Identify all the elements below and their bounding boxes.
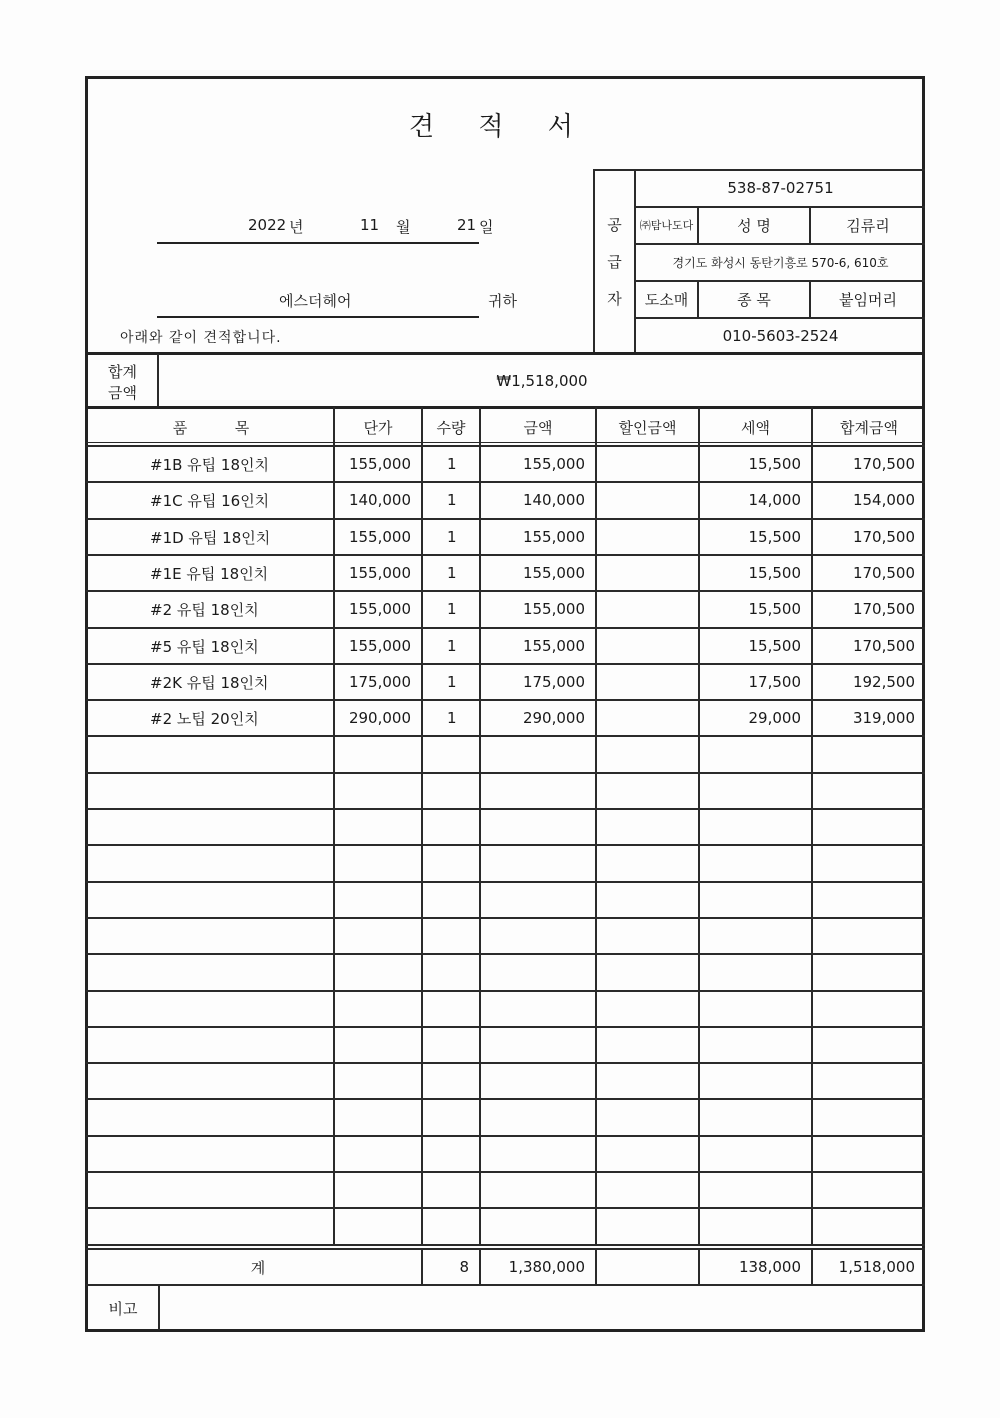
row-tax: 29,000 [748,709,801,727]
row-quantity: 1 [447,491,457,509]
business-type: 도소매 [644,290,689,309]
date-year-unit: 년 [289,218,304,236]
row-divider [86,699,925,701]
summary-column-divider [421,1248,423,1284]
row-divider [86,735,925,737]
row-amount: 155,000 [522,564,585,582]
total-label-line1: 합계 [108,362,137,381]
row-divider [86,554,925,556]
row-quantity: 1 [447,709,457,727]
column-divider [698,407,700,1244]
row-amount: 290,000 [522,709,585,727]
remarks-value [162,1286,922,1330]
representative-name: 김류리 [846,216,890,235]
row-divider [86,1244,925,1246]
summary-label: 계 [250,1258,266,1277]
row-divider [86,1098,925,1100]
summary-total: 1,518,000 [838,1258,915,1276]
row-unit-price: 175,000 [348,673,411,691]
row-divider [86,808,925,810]
summary-column-divider [479,1248,481,1284]
row-divider [86,1207,925,1209]
row-divider [86,663,925,665]
row-discount [597,556,698,590]
header-bottom-border-inner [86,442,925,443]
summary-top-border [86,1248,925,1250]
column-divider [811,407,813,1244]
row-total: 192,500 [852,673,915,691]
row-unit-price: 155,000 [348,600,411,618]
row-discount [597,592,698,626]
item-label: 종 목 [737,290,771,309]
column-divider [421,407,423,1244]
row-quantity: 1 [447,637,457,655]
row-divider [86,481,925,483]
recipient-underline [157,316,479,318]
header-quantity: 수량 [436,418,466,437]
header-tax: 세액 [741,418,770,437]
row-unit-price: 155,000 [348,564,411,582]
row-quantity: 1 [447,600,457,618]
summary-tax: 138,000 [738,1258,801,1276]
row-quantity: 1 [447,564,457,582]
supplier-label-2: 급 [607,253,622,271]
row-divider [86,772,925,774]
row-amount: 155,000 [522,637,585,655]
row-unit-price: 140,000 [348,491,411,509]
row-divider [86,881,925,883]
row-unit-price: 155,000 [348,455,411,473]
header-amount: 금액 [523,418,553,437]
date-month: 11 [360,216,380,234]
row-divider [86,844,925,846]
row-discount [597,701,698,735]
recipient-honorific: 귀하 [488,292,517,310]
row-unit-price: 155,000 [348,528,411,546]
row-tax: 17,500 [748,673,801,691]
row-total: 319,000 [852,709,915,727]
row-tax: 15,500 [748,637,801,655]
row-tax: 15,500 [748,455,801,473]
date-underline [157,242,479,244]
row-total: 170,500 [852,528,915,546]
row-divider [86,627,925,629]
row-divider [86,1026,925,1028]
row-amount: 140,000 [522,491,585,509]
row-total: 170,500 [852,637,915,655]
row-item: #2 노팁 20인치 [150,709,259,728]
row-total: 170,500 [852,564,915,582]
row-item: #2 유팁 18인치 [150,600,259,619]
row-item: #1D 유팁 18인치 [150,528,271,547]
row-amount: 155,000 [522,600,585,618]
row-divider [86,1062,925,1064]
supplier-phone: 010-5603-2524 [722,326,839,345]
row-amount: 155,000 [522,455,585,473]
date-year: 2022 [248,216,287,234]
summary-discount [597,1250,698,1284]
supplier-address: 경기도 화성시 동탄기흥로 570-6, 610호 [672,255,889,270]
summary-quantity: 8 [459,1258,469,1276]
business-item: 붙임머리 [839,290,897,309]
row-tax: 15,500 [748,600,801,618]
header-item-a: 품 [172,418,188,437]
row-item: #1C 유팁 16인치 [150,491,270,510]
row-item: #1E 유팁 18인치 [150,564,269,583]
business-number: 538-87-02751 [727,179,834,197]
header-item-b: 목 [234,418,250,437]
intro-text: 아래와 같이 견적합니다. [120,330,282,346]
row-quantity: 1 [447,673,457,691]
total-label-line2: 금액 [108,383,137,402]
remarks-divider [158,1284,160,1330]
row-amount: 175,000 [522,673,585,691]
summary-amount: 1,380,000 [508,1258,585,1276]
row-unit-price: 290,000 [348,709,411,727]
column-divider [333,407,335,1244]
row-divider [86,953,925,955]
row-item: #2K 유팁 18인치 [150,673,269,692]
row-discount [597,483,698,517]
row-divider [86,590,925,592]
total-amount-value: ₩1,518,000 [496,371,588,390]
summary-column-divider [698,1248,700,1284]
row-total: 154,000 [852,491,915,509]
name-label: 성 명 [737,216,771,235]
recipient-name: 에스더헤어 [279,292,352,310]
summary-column-divider [595,1248,597,1284]
header-total: 합계금액 [840,418,898,437]
row-divider [86,917,925,919]
header-bottom-border [86,445,925,447]
date-month-unit: 월 [396,218,411,236]
supplier-label-1: 공 [607,216,622,234]
row-tax: 15,500 [748,528,801,546]
row-discount [597,629,698,663]
supplier-label-3: 자 [607,290,622,308]
remarks-label: 비고 [108,1299,138,1318]
date-day-unit: 일 [479,218,494,236]
row-item: #1B 유팁 18인치 [150,455,269,474]
row-tax: 15,500 [748,564,801,582]
row-divider [86,990,925,992]
column-divider [479,407,481,1244]
row-divider [86,1171,925,1173]
row-amount: 155,000 [522,528,585,546]
document-title: 견 적 서 [409,112,591,142]
company-name: ㈜탐나도다 [639,219,694,232]
row-quantity: 1 [447,455,457,473]
row-tax: 14,000 [748,491,801,509]
header-discount: 할인금액 [618,418,677,437]
row-discount [597,447,698,481]
row-item: #5 유팁 18인치 [150,637,259,656]
row-discount [597,520,698,554]
column-divider [595,407,597,1244]
row-total: 170,500 [852,600,915,618]
header-unit-price: 단가 [363,418,393,437]
row-unit-price: 155,000 [348,637,411,655]
date-day: 21 [457,216,477,234]
row-divider [86,518,925,520]
row-quantity: 1 [447,528,457,546]
row-discount [597,665,698,699]
row-divider [86,1135,925,1137]
row-total: 170,500 [852,455,915,473]
summary-column-divider [811,1248,813,1284]
